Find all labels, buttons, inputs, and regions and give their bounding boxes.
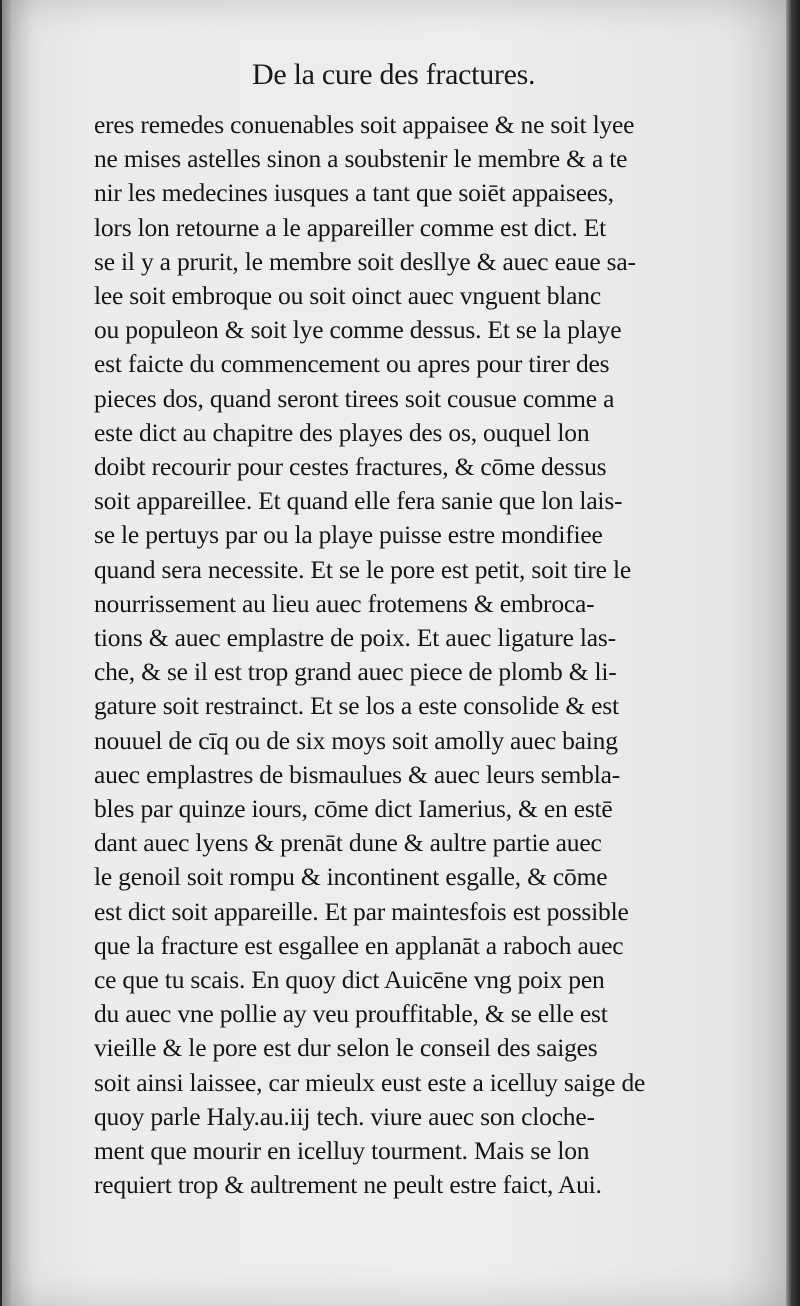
text-line: doibt recourir pour cestes fractures, & cōme dessus [94,452,607,482]
text-line: se le pertuys par ou la playe puisse estre mondifiee [94,520,603,550]
text-line: soit appareillee. Et quand elle fera sanie que lon lais- [94,486,623,516]
text-line: nir les medecines iusques a tant que soiēt appaisees, [94,178,614,208]
text-line: est faicte du commencement ou apres pour tirer des [94,349,610,379]
text-line: nourrissement au lieu auec frotemens & embroca- [94,588,595,618]
text-line: requiert trop & aultrement ne peult estre faict, Aui. [94,1170,602,1200]
text-line: vieille & le pore est dur selon le conseil des saiges [94,1033,598,1063]
page-body [94,108,712,1203]
text-line: bles par quinze iours, cōme dict Iamerius, & en estē [94,794,613,824]
text-line: est dict soit appareille. Et par maintesfois est possible [94,896,629,926]
running-head: De la cure des fractures. [252,58,536,91]
page-gutter-shadow [2,0,12,1306]
book-page [2,0,788,1306]
text-line: quoy parle Haly.au.iij tech. viure auec son cloche- [94,1101,595,1131]
text-line: le genoil soit rompu & incontinent esgalle, & cōme [94,862,608,892]
text-line: eres remedes conuenables soit appaisee & ne soit lyee [94,110,635,139]
page-edge-shadow [786,0,800,1306]
text-line: quand sera necessite. Et se le pore est petit, soit tire le [94,554,631,584]
text-line: dant auec lyens & prenāt dune & aultre partie auec [94,828,602,858]
text-line: tions & auec emplastre de poix. Et auec ligature las- [94,623,616,653]
text-line: este dict au chapitre des playes des os, ouquel lon [94,417,590,447]
text-line: auec emplastres de bismaulues & auec leurs sembla- [94,759,621,789]
text-line: ment que mourir en icelluy tourment. Mais se lon [94,1136,590,1166]
text-line: gature soit restrainct. Et se los a este consolide & est [94,691,619,721]
text-line: soit ainsi laissee, car mieulx eust este a icelluy saige de [94,1067,646,1097]
text-line: pieces dos, quand seront tirees soit cousue comme a [94,383,615,413]
text-line: lee soit embroque ou soit oinct auec vnguent blanc [94,281,601,311]
text-line: ne mises astelles sinon a soubstenir le membre & a te [94,144,628,174]
text-line: du auec vne pollie ay veu prouffitable, & se elle est [94,999,608,1029]
text-line: lors lon retourne a le appareiller comme est dict. Et [94,212,606,242]
text-line: che, & se il est trop grand auec piece de plomb & li- [94,657,617,687]
text-line: que la fracture est esgallee en applanāt a raboch auec [94,930,624,960]
text-line: ou populeon & soit lye comme dessus. Et se la playe [94,315,622,345]
text-line: ce que tu scais. En quoy dict Auicēne vng poix pen [94,965,605,995]
text-line: se il y a prurit, le membre soit desllye & auec eaue sa- [94,246,636,276]
text-line: nouuel de cīq ou de six moys soit amolly auec baing [94,725,618,755]
